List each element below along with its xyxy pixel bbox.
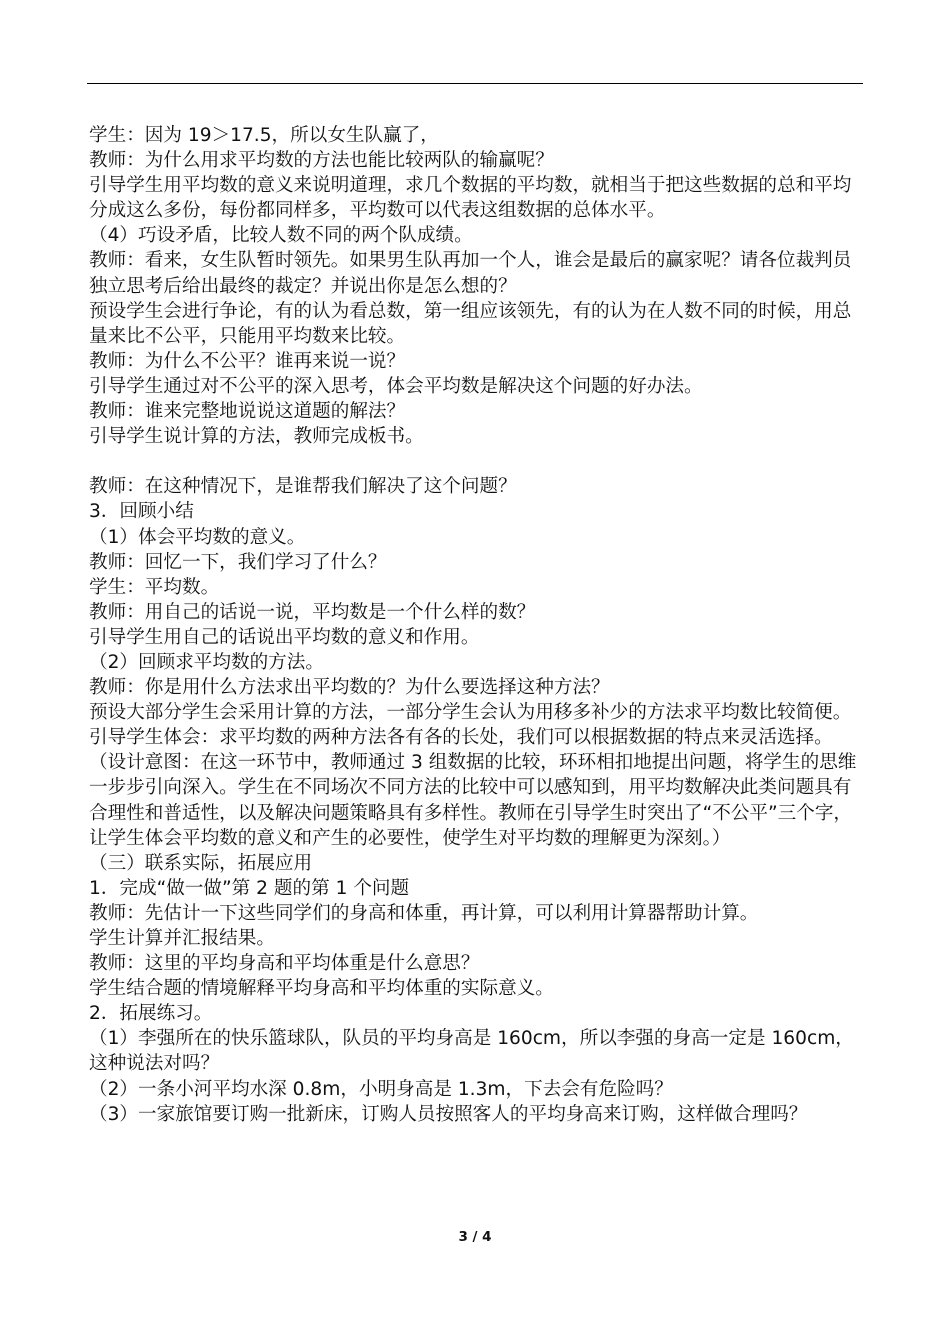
paragraph: （2）一条小河平均水深 0.8m，小明身高是 1.3m，下去会有危险吗？	[89, 1078, 673, 1100]
paragraph: （设计意图：在这一环节中，教师通过 3 组数据的比较，环环相扣地提出问题，将学生的思维一步步引向深入。学生在不同场次不同方法的比较中可以感知到，用平均数解决此类问题具有合理性和普适性，以及解决问题策略具有多样性。教师在引导学生时突出了“不公平”三个字，让学生体会平均数的意义和产生的必要性，使学生对平均数的理解更为深刻。）	[89, 752, 857, 849]
paragraph: 教师：在这种情况下，是谁帮我们解决了这个问题？	[89, 476, 517, 498]
paragraph: 预设大部分学生会采用计算的方法，一部分学生会认为用移多补少的方法求平均数比较简便。引导学生体会：求平均数的两种方法各有各的长处，我们可以根据数据的特点来灵活选择。	[89, 702, 852, 749]
paragraph: 引导学生用自己的话说出平均数的意义和作用。	[89, 626, 480, 648]
paragraph: 预设学生会进行争论，有的认为看总数，第一组应该领先，有的认为在人数不同的时候，用总量来比不公平，只能用平均数来比较。	[89, 300, 852, 347]
paragraph: 教师：这里的平均身高和平均体重是什么意思？	[89, 953, 480, 975]
document-body	[89, 123, 869, 1127]
paragraph: 教师：看来，女生队暂时领先。如果男生队再加一个人，谁会是最后的赢家呢？请各位裁判员独立思考后给出最终的裁定？并说出你是怎么想的？	[89, 250, 852, 297]
paragraph: 学生：因为 19＞17.5，所以女生队赢了，	[89, 125, 439, 146]
paragraph: 引导学生说计算的方法，教师完成板书。	[89, 426, 424, 448]
paragraph: 教师：为什么不公平？谁再来说一说？	[89, 350, 406, 372]
paragraph: （3）一家旅馆要订购一批新床，订购人员按照客人的平均身高来订购，这样做合理吗？	[89, 1103, 808, 1125]
section-heading: 3．回顾小结	[89, 501, 194, 523]
paragraph: 2．拓展练习。	[89, 1003, 213, 1025]
paragraph: 引导学生通过对不公平的深入思考，体会平均数是解决这个问题的好办法。	[89, 375, 703, 397]
section-heading: （三）联系实际，拓展应用	[89, 852, 313, 874]
paragraph: 教师：你是用什么方法求出平均数的？为什么要选择这种方法？	[89, 677, 610, 699]
paragraph: （1）体会平均数的意义。	[89, 526, 306, 548]
paragraph: 教师：回忆一下，我们学习了什么？	[89, 551, 387, 573]
paragraph: 学生结合题的情境解释平均身高和平均体重的实际意义。	[89, 978, 554, 1000]
paragraph: 教师：为什么用求平均数的方法也能比较两队的输赢呢？	[89, 150, 554, 172]
blank-line	[89, 449, 869, 474]
paragraph: （1）李强所在的快乐篮球队，队员的平均身高是 160cm，所以李强的身高一定是 160cm，这种说法对吗？	[89, 1028, 854, 1075]
page-number: 3 / 4	[458, 1229, 492, 1245]
paragraph: 教师：谁来完整地说说这道题的解法？	[89, 401, 406, 423]
paragraph: 引导学生用平均数的意义来说明道理，求几个数据的平均数，就相当于把这些数据的总和平均分成这么多份，每份都同样多，平均数可以代表这组数据的总体水平。	[89, 175, 852, 222]
paragraph: 学生计算并汇报结果。	[89, 928, 275, 949]
header-rule	[87, 83, 863, 84]
paragraph: 1．完成“做一做”第 2 题的第 1 个问题	[89, 877, 410, 899]
paragraph: （2）回顾求平均数的方法。	[89, 651, 324, 673]
paragraph: 学生：平均数。	[89, 576, 220, 598]
paragraph: （4）巧设矛盾，比较人数不同的两个队成绩。	[89, 225, 473, 247]
paragraph: 教师：先估计一下这些同学们的身高和体重，再计算，可以利用计算器帮助计算。	[89, 902, 759, 924]
paragraph: 教师：用自己的话说一说，平均数是一个什么样的数？	[89, 601, 536, 623]
